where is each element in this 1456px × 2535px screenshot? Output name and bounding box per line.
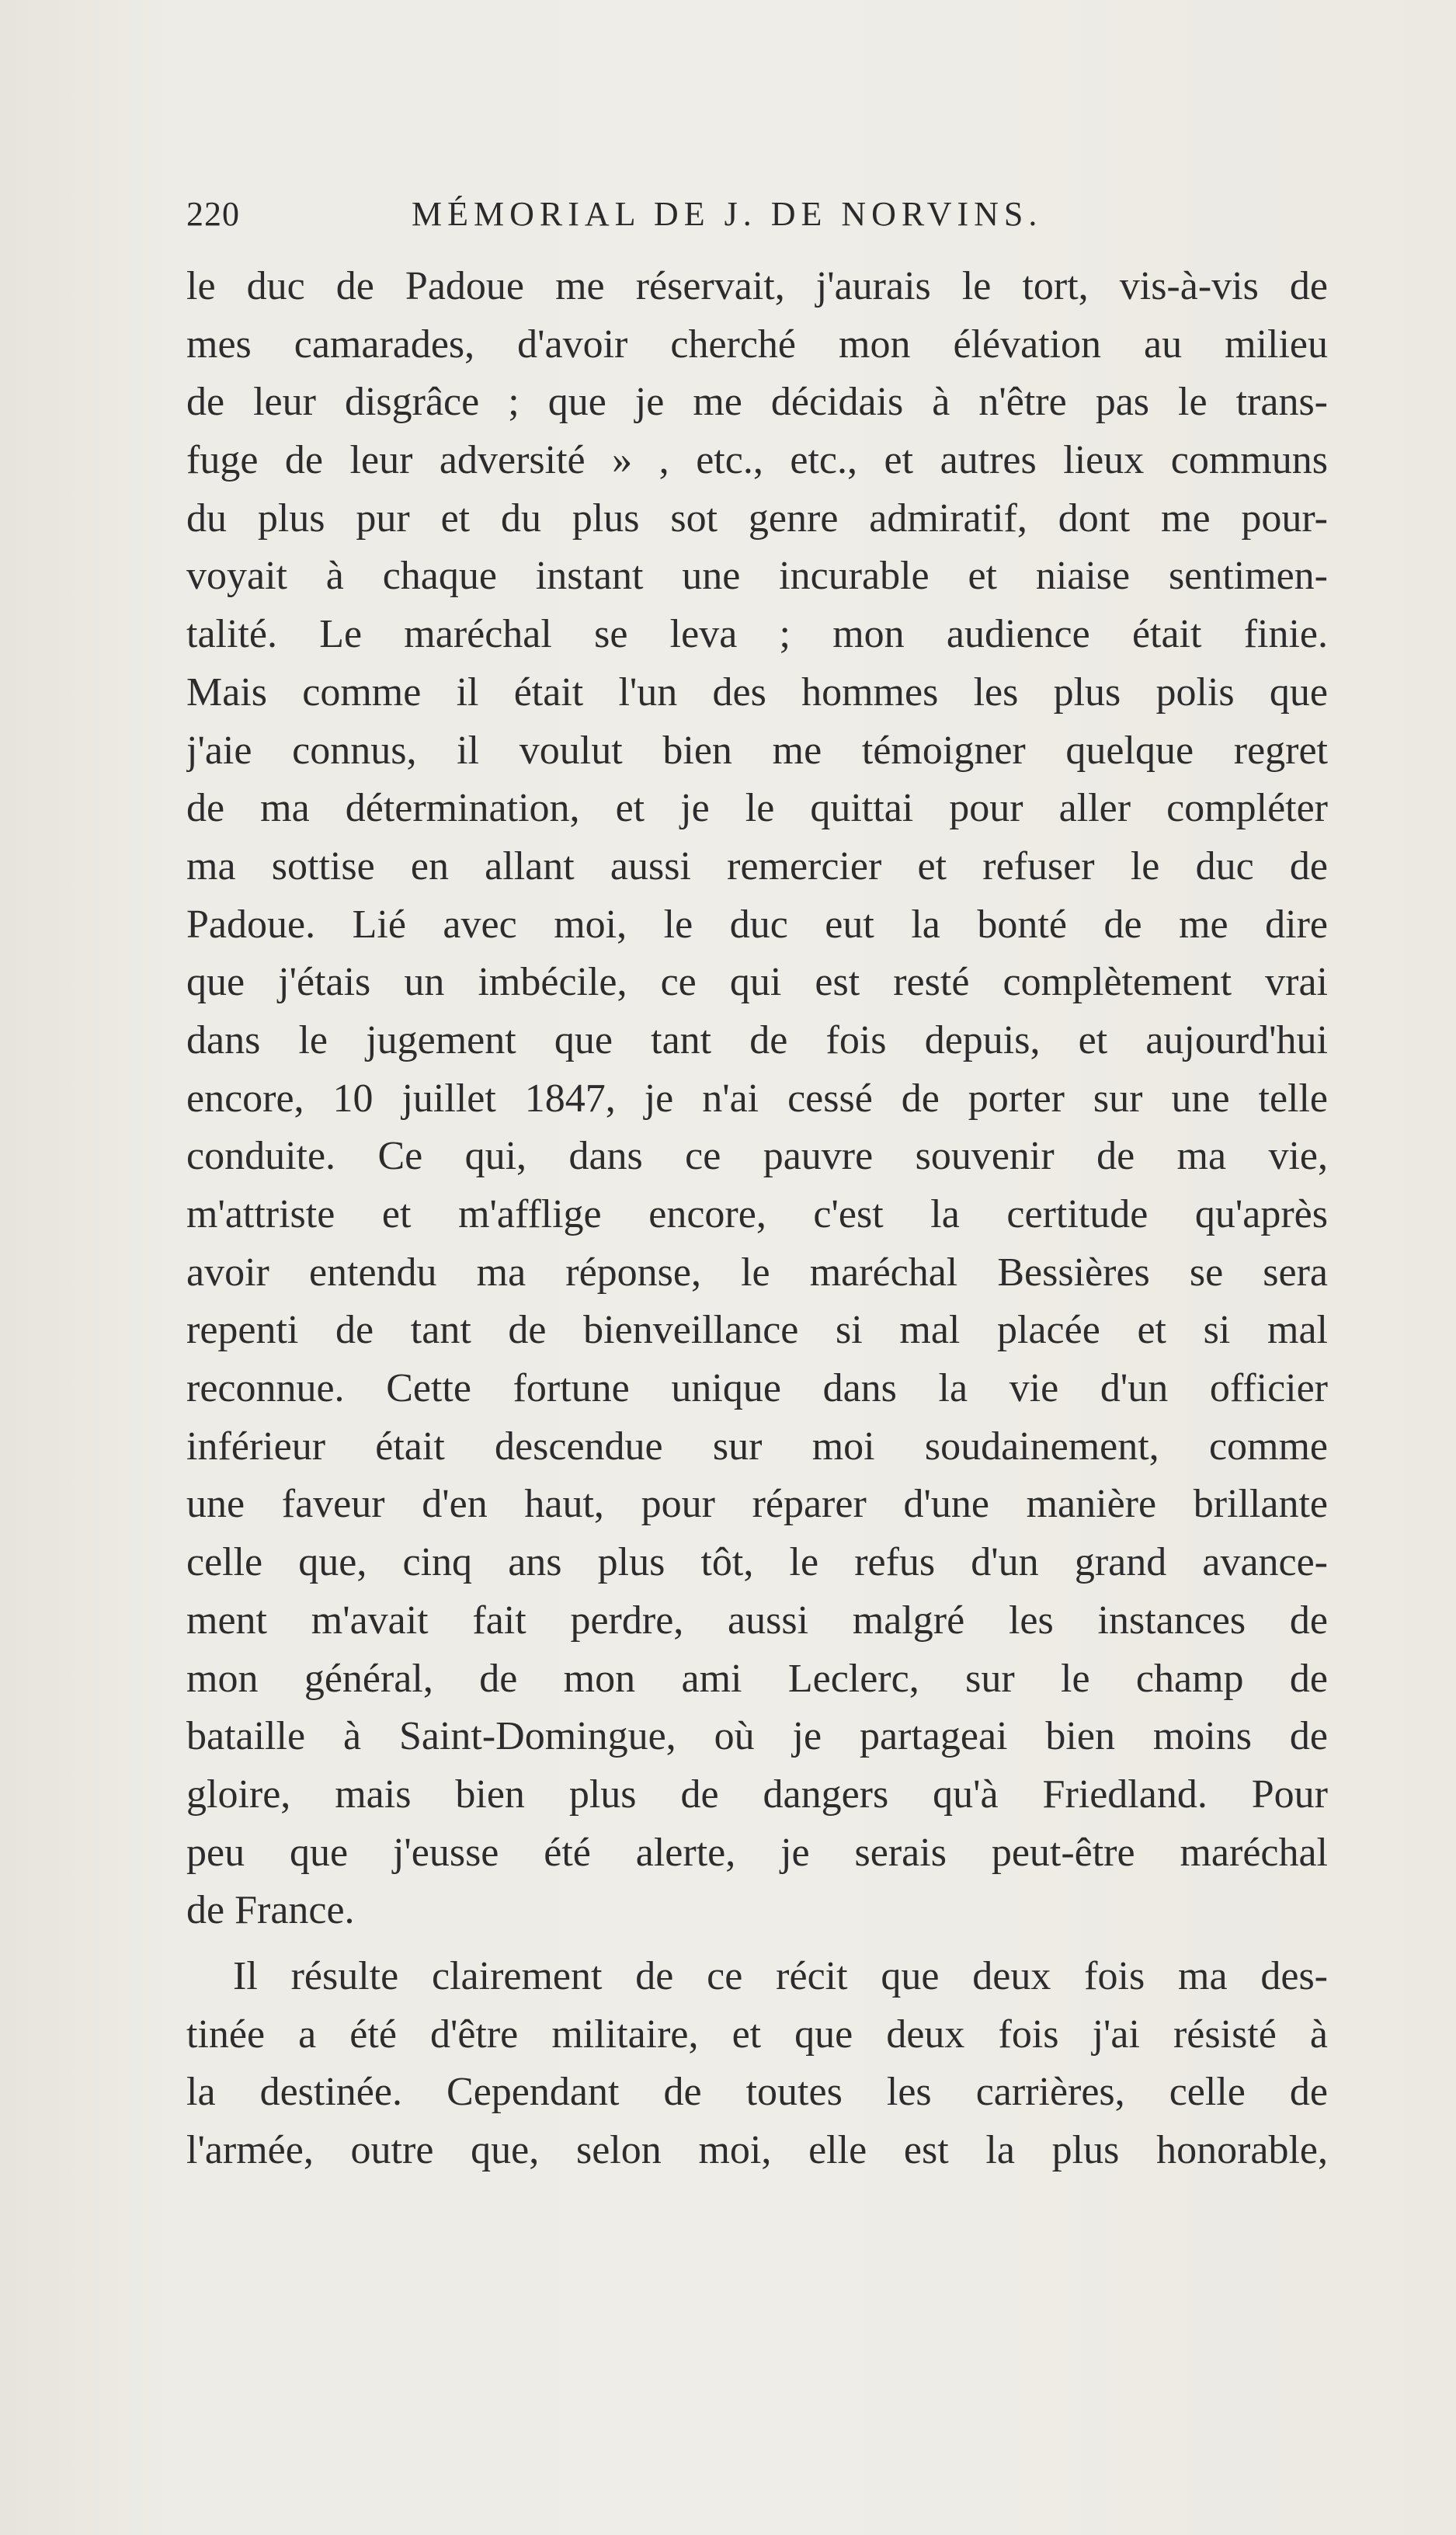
text-line: une faveur d'en haut, pour réparer d'une manière brillante bbox=[186, 1482, 1328, 1527]
body-text bbox=[186, 258, 1328, 2180]
text-line: talité. Le maréchal se leva ; mon audience était finie. bbox=[186, 612, 1328, 657]
paragraph bbox=[186, 1948, 1328, 2180]
text-line: avoir entendu ma réponse, le maréchal Bessières se sera bbox=[186, 1250, 1328, 1295]
text-line: Padoue. Lié avec moi, le duc eut la bonté de me dire bbox=[186, 902, 1328, 947]
text-line: ment m'avait fait perdre, aussi malgré les instances de bbox=[186, 1598, 1328, 1643]
text-line: dans le jugement que tant de fois depuis, et aujourd'hui bbox=[186, 1017, 1328, 1062]
text-line: tinée a été d'être militaire, et que deux fois j'ai résisté à bbox=[186, 2012, 1328, 2057]
text-line: l'armée, outre que, selon moi, elle est la plus honorable, bbox=[186, 2128, 1328, 2172]
text-line: inférieur était descendue sur moi soudainement, comme bbox=[186, 1424, 1328, 1469]
paragraph bbox=[186, 258, 1328, 1940]
text-line: Il résulte clairement de ce récit que deux fois ma des- bbox=[233, 1953, 1328, 1998]
text-line: le duc de Padoue me réservait, j'aurais le tort, vis-à-vis de bbox=[186, 264, 1328, 308]
text-line: repenti de tant de bienveillance si mal placée et si mal bbox=[186, 1308, 1328, 1353]
paragraph-gap bbox=[186, 1940, 1328, 1948]
text-line: celle que, cinq ans plus tôt, le refus d'un grand avance- bbox=[186, 1540, 1328, 1585]
text-line: gloire, mais bien plus de dangers qu'à Friedland. Pour bbox=[186, 1772, 1328, 1817]
text-line: peu que j'eusse été alerte, je serais peut-être maréchal bbox=[186, 1830, 1328, 1875]
text-line: bataille à Saint-Domingue, où je partageai bien moins de bbox=[186, 1714, 1328, 1759]
text-line: fuge de leur adversité » , etc., etc., et autres lieux communs bbox=[186, 438, 1328, 483]
text-line: de France. bbox=[186, 1888, 355, 1933]
page-number: 220 bbox=[186, 195, 240, 233]
page-header bbox=[186, 186, 1328, 241]
text-line: mes camarades, d'avoir cherché mon élévation au milieu bbox=[186, 322, 1328, 367]
text-line: encore, 10 juillet 1847, je n'ai cessé de porter sur une telle bbox=[186, 1076, 1328, 1121]
text-line: reconnue. Cette fortune unique dans la vie d'un officier bbox=[186, 1366, 1328, 1411]
text-line: du plus pur et du plus sot genre admiratif, dont me pour- bbox=[186, 496, 1328, 541]
text-line: ma sottise en allant aussi remercier et refuser le duc de bbox=[186, 843, 1328, 888]
text-line: que j'étais un imbécile, ce qui est resté complètement vrai bbox=[186, 960, 1328, 1005]
text-line: conduite. Ce qui, dans ce pauvre souvenir de ma vie, bbox=[186, 1134, 1328, 1179]
text-line: la destinée. Cependant de toutes les carrières, celle de bbox=[186, 2070, 1328, 2115]
text-line: j'aie connus, il voulut bien me témoigner quelque regret bbox=[186, 728, 1328, 773]
text-line: m'attriste et m'afflige encore, c'est la certitude qu'après bbox=[186, 1192, 1328, 1236]
text-line: de leur disgrâce ; que je me décidais à n'être pas le trans- bbox=[186, 380, 1328, 425]
running-title: MÉMORIAL DE J. DE NORVINS. bbox=[412, 195, 1043, 233]
text-line: mon général, de mon ami Leclerc, sur le champ de bbox=[186, 1656, 1328, 1701]
text-line: Mais comme il était l'un des hommes les plus polis que bbox=[186, 669, 1328, 715]
text-line: voyait à chaque instant une incurable et niaise sentimen- bbox=[186, 554, 1328, 599]
text-line: de ma détermination, et je le quittai pour aller compléter bbox=[186, 786, 1328, 831]
